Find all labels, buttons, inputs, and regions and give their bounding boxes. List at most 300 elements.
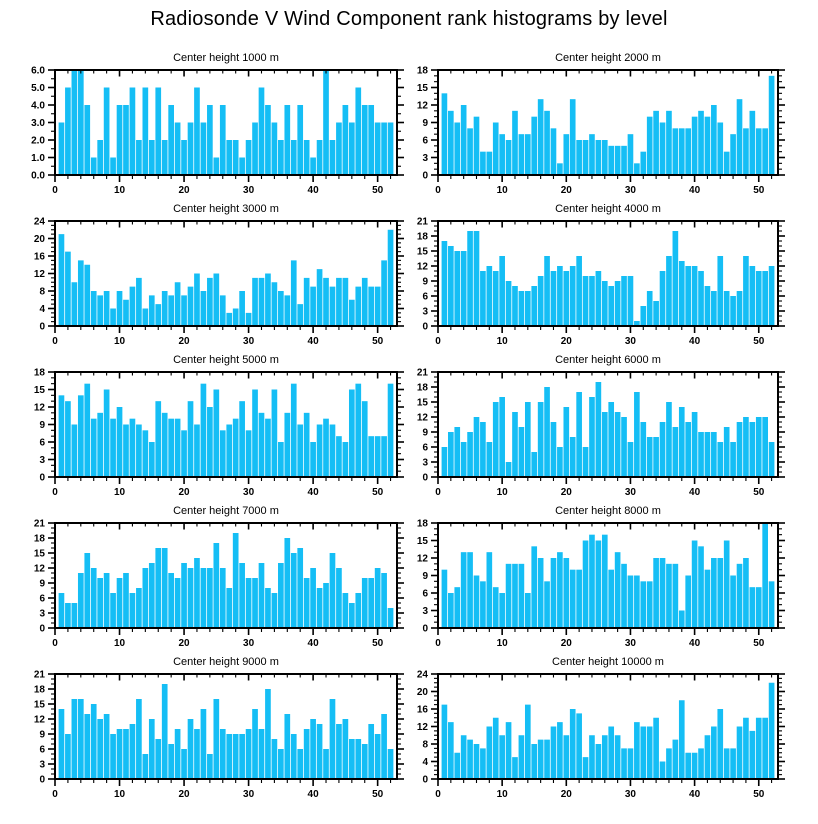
bar — [563, 134, 569, 175]
x-tick-label: 10 — [113, 638, 126, 649]
bar — [59, 593, 65, 628]
bar — [762, 523, 768, 628]
bar — [65, 734, 71, 779]
bar — [756, 587, 762, 628]
x-tick-label: 50 — [753, 789, 765, 800]
bar — [692, 266, 698, 326]
bar — [323, 419, 329, 477]
y-tick-label: 6 — [422, 291, 428, 303]
y-tick-label: 16 — [416, 704, 428, 716]
bar — [519, 564, 525, 628]
bar — [297, 304, 303, 326]
bar — [692, 412, 698, 477]
chart-center-height-6000-m — [417, 354, 785, 498]
chart-center-height-4000-m — [417, 203, 785, 347]
bar — [673, 740, 679, 779]
bar — [149, 295, 155, 326]
subplot-title: Center height 7000 m — [173, 505, 279, 517]
bar — [381, 714, 387, 779]
bar — [583, 276, 589, 326]
bar — [207, 105, 213, 175]
bar — [136, 278, 142, 326]
bar — [544, 740, 550, 779]
bar — [628, 276, 634, 326]
bar — [750, 422, 756, 477]
bar — [310, 719, 316, 779]
bar — [220, 729, 226, 779]
bar — [78, 573, 84, 628]
bar — [375, 287, 381, 326]
bar — [155, 548, 161, 628]
bar — [349, 300, 355, 326]
bar — [570, 99, 576, 175]
bar — [583, 757, 589, 779]
bar — [317, 588, 323, 628]
bar — [188, 401, 194, 477]
bar — [259, 88, 265, 176]
bar — [188, 123, 194, 176]
bar — [278, 140, 284, 175]
bar — [711, 432, 717, 477]
bar — [304, 578, 310, 628]
bar — [84, 553, 90, 628]
bar — [343, 719, 349, 779]
bar — [538, 740, 544, 779]
bar — [343, 278, 349, 326]
bar — [117, 291, 123, 326]
bar — [91, 291, 97, 326]
x-tick-label: 40 — [689, 185, 701, 196]
bar — [117, 105, 123, 175]
chart-center-height-3000-m — [34, 203, 404, 347]
x-tick-label: 0 — [435, 185, 441, 196]
bar — [596, 382, 602, 477]
bar — [461, 251, 467, 326]
bar — [679, 128, 685, 175]
bar — [525, 705, 531, 779]
bar — [265, 588, 271, 628]
bar — [149, 140, 155, 175]
bar — [201, 568, 207, 628]
bar — [355, 384, 361, 477]
bar — [538, 276, 544, 326]
x-tick-label: 50 — [372, 638, 384, 649]
bar — [123, 300, 129, 326]
y-tick-label: 12 — [33, 402, 45, 414]
bar — [349, 123, 355, 176]
bar — [608, 286, 614, 326]
bar — [551, 727, 557, 780]
bar — [480, 271, 486, 326]
bar — [207, 407, 213, 477]
bar — [284, 295, 290, 326]
x-tick-label: 20 — [560, 185, 572, 196]
bar — [355, 287, 361, 326]
bar — [621, 417, 627, 477]
bars — [59, 230, 394, 326]
y-tick-label: 6 — [39, 744, 45, 756]
bar — [557, 447, 563, 477]
y-tick-label: 12 — [33, 563, 45, 575]
bar — [84, 384, 90, 477]
bar — [596, 271, 602, 326]
bar — [743, 558, 749, 628]
x-tick-label: 20 — [178, 789, 190, 800]
bar — [123, 573, 129, 628]
bar — [519, 291, 525, 326]
x-tick-label: 30 — [243, 638, 255, 649]
bar — [653, 437, 659, 477]
bar — [531, 286, 537, 326]
bar — [97, 413, 103, 477]
bar — [563, 271, 569, 326]
bar — [381, 436, 387, 477]
bar — [233, 734, 239, 779]
bar — [278, 749, 284, 779]
bar — [705, 432, 711, 477]
bar — [220, 568, 226, 628]
bar — [724, 152, 730, 175]
y-tick-label: 24 — [33, 216, 45, 228]
bar — [104, 291, 110, 326]
bar — [110, 309, 116, 327]
y-tick-label: 0 — [39, 472, 45, 484]
bar — [461, 735, 467, 779]
bar — [653, 718, 659, 779]
bar — [769, 581, 775, 628]
bar — [750, 587, 756, 628]
bar — [737, 564, 743, 628]
y-tick-label: 12 — [416, 100, 428, 112]
x-tick-label: 30 — [243, 789, 255, 800]
bar — [647, 117, 653, 175]
bar — [323, 278, 329, 326]
y-tick-label: 0 — [422, 170, 428, 182]
bars — [442, 231, 775, 326]
bar — [252, 709, 258, 779]
y-tick-label: 4.0 — [31, 100, 45, 112]
y-tick-label: 21 — [33, 669, 45, 681]
bar — [762, 128, 768, 175]
bar — [512, 564, 518, 628]
y-tick-label: 15 — [33, 385, 45, 396]
bar — [487, 266, 493, 326]
y-tick-label: 8 — [39, 286, 45, 298]
bar — [213, 699, 219, 779]
bar — [608, 146, 614, 175]
y-tick-label: 9 — [39, 729, 45, 741]
x-tick-label: 10 — [113, 185, 126, 196]
bar — [130, 419, 136, 477]
bar — [272, 739, 278, 779]
bar — [117, 407, 123, 477]
x-tick-label: 50 — [753, 638, 765, 649]
bar — [59, 709, 65, 779]
bar — [480, 152, 486, 175]
y-tick-label: 3 — [422, 153, 428, 164]
x-tick-label: 0 — [52, 185, 58, 196]
bar — [136, 140, 142, 175]
y-tick-label: 12 — [416, 412, 428, 424]
y-tick-label: 8 — [422, 739, 428, 751]
bar — [512, 412, 518, 477]
bars — [59, 533, 394, 628]
bar — [762, 417, 768, 477]
y-tick-label: 18 — [416, 518, 428, 530]
y-tick-label: 12 — [416, 261, 428, 273]
bar — [634, 392, 640, 477]
bar — [673, 128, 679, 175]
bar — [493, 123, 499, 176]
x-tick-label: 10 — [496, 185, 508, 196]
bar — [717, 442, 723, 477]
x-tick-label: 50 — [753, 185, 765, 196]
bar — [188, 568, 194, 628]
bar — [615, 552, 621, 628]
bar — [239, 563, 245, 628]
bar — [155, 401, 161, 477]
bar — [602, 735, 608, 779]
bar — [666, 748, 672, 779]
bar — [284, 714, 290, 779]
bar — [304, 140, 310, 175]
y-tick-label: 24 — [416, 669, 428, 681]
chart-center-height-5000-m — [34, 354, 404, 498]
bar — [355, 88, 361, 176]
bar — [628, 134, 634, 175]
bar — [246, 729, 252, 779]
bar — [297, 548, 303, 628]
bars — [442, 683, 775, 779]
bar — [634, 722, 640, 779]
x-tick-label: 20 — [178, 638, 190, 649]
x-tick-label: 40 — [689, 638, 701, 649]
bar — [570, 709, 576, 779]
bar — [557, 163, 563, 175]
bar — [368, 287, 374, 326]
subplot-title: Center height 2000 m — [555, 52, 661, 64]
bar — [104, 573, 110, 628]
bar — [454, 123, 460, 176]
bar — [596, 541, 602, 629]
bar — [493, 271, 499, 326]
y-tick-label: 21 — [416, 367, 428, 379]
y-tick-label: 6 — [39, 593, 45, 605]
bar — [368, 724, 374, 779]
bar — [647, 437, 653, 477]
bar — [110, 158, 116, 176]
bar — [448, 246, 454, 326]
bar — [737, 291, 743, 326]
bars — [59, 684, 394, 779]
bar — [737, 422, 743, 477]
bar — [493, 718, 499, 779]
bar — [634, 163, 640, 175]
bar — [762, 718, 768, 779]
bar — [130, 287, 136, 326]
bar — [679, 700, 685, 779]
bar — [110, 593, 116, 628]
y-tick-label: 18 — [416, 65, 428, 77]
bar — [149, 442, 155, 477]
bar — [615, 281, 621, 326]
bar — [226, 588, 232, 628]
x-tick-label: 30 — [624, 789, 637, 800]
bar — [252, 578, 258, 628]
y-tick-label: 3 — [39, 608, 45, 620]
bar — [343, 593, 349, 628]
bar — [388, 384, 394, 477]
y-tick-label: 21 — [33, 518, 45, 530]
bar — [84, 714, 90, 779]
bar — [756, 417, 762, 477]
bar — [201, 291, 207, 326]
bar — [297, 749, 303, 779]
chart-center-height-1000-m — [31, 52, 404, 196]
bar — [175, 578, 181, 628]
bar — [724, 427, 730, 477]
bar — [381, 123, 387, 176]
bar — [730, 442, 736, 477]
bar — [640, 306, 646, 326]
bar — [589, 535, 595, 628]
y-tick-label: 3 — [422, 457, 428, 469]
bar — [194, 425, 200, 478]
bar — [442, 705, 448, 779]
bar — [519, 427, 525, 477]
subplot-title: Center height 10000 m — [552, 656, 664, 668]
y-tick-label: 15 — [33, 699, 45, 711]
bar — [743, 128, 749, 175]
x-tick-label: 20 — [178, 185, 190, 196]
bar — [570, 437, 576, 477]
bar — [194, 274, 200, 327]
bar — [388, 749, 394, 779]
bar — [155, 88, 161, 176]
y-tick-label: 18 — [33, 367, 45, 379]
bar — [660, 558, 666, 628]
bar — [660, 762, 666, 780]
bar — [756, 718, 762, 779]
x-tick-label: 50 — [753, 336, 765, 347]
bar — [291, 384, 297, 477]
bar — [355, 739, 361, 779]
bar — [123, 105, 129, 175]
bar — [181, 430, 187, 477]
y-tick-label: 15 — [416, 536, 428, 547]
bar — [349, 739, 355, 779]
bar — [72, 603, 78, 628]
bar — [467, 231, 473, 326]
bar — [207, 754, 213, 779]
bar — [123, 729, 129, 779]
bar — [375, 123, 381, 176]
bar — [480, 422, 486, 477]
bar — [692, 541, 698, 629]
bar — [666, 402, 672, 477]
bar — [149, 719, 155, 779]
bar — [531, 744, 537, 779]
bar — [297, 425, 303, 478]
bar — [194, 558, 200, 628]
bar — [136, 588, 142, 628]
bar — [213, 158, 219, 176]
bar — [226, 140, 232, 175]
bar — [621, 748, 627, 779]
bar — [259, 278, 265, 326]
bar — [730, 748, 736, 779]
bar — [596, 744, 602, 779]
y-tick-label: 0 — [422, 321, 428, 333]
bar — [368, 578, 374, 628]
bar — [640, 727, 646, 780]
bar — [194, 729, 200, 779]
y-tick-label: 3 — [422, 606, 428, 617]
bar — [213, 274, 219, 327]
bar — [679, 611, 685, 629]
bar — [730, 134, 736, 175]
x-tick-label: 30 — [243, 336, 255, 347]
bar — [278, 563, 284, 628]
bar — [168, 295, 174, 326]
bar — [65, 401, 71, 477]
bar — [499, 397, 505, 477]
bar — [143, 568, 149, 628]
bar — [259, 729, 265, 779]
bar — [628, 748, 634, 779]
bar — [743, 417, 749, 477]
page-title: Radiosonde V Wind Component rank histograms by level — [150, 8, 668, 30]
bar — [194, 88, 200, 176]
bar — [531, 452, 537, 477]
bar — [362, 278, 368, 326]
bar — [512, 757, 518, 779]
bar — [97, 295, 103, 326]
bar — [506, 140, 512, 175]
bar — [743, 718, 749, 779]
y-tick-label: 3 — [422, 306, 428, 318]
bar — [653, 111, 659, 175]
bars — [59, 384, 394, 477]
bar — [474, 576, 480, 629]
bar — [487, 552, 493, 628]
bar — [155, 304, 161, 326]
bar — [717, 123, 723, 176]
bar — [499, 134, 505, 175]
bar — [692, 753, 698, 779]
y-tick-label: 0 — [422, 774, 428, 786]
bar — [698, 748, 704, 779]
y-tick-label: 6 — [422, 442, 428, 454]
bar — [717, 558, 723, 628]
bar — [467, 552, 473, 628]
bar — [474, 117, 480, 175]
bar — [531, 546, 537, 628]
bar — [454, 753, 460, 779]
bar — [284, 538, 290, 628]
bar — [59, 234, 65, 326]
bar — [653, 301, 659, 326]
y-tick-label: 20 — [416, 687, 428, 698]
bar — [304, 413, 310, 477]
x-tick-label: 40 — [689, 336, 701, 347]
bar — [705, 117, 711, 175]
x-tick-label: 0 — [52, 789, 58, 800]
y-tick-label: 0 — [422, 623, 428, 635]
bar — [175, 419, 181, 477]
bar — [220, 295, 226, 326]
bar — [487, 152, 493, 175]
